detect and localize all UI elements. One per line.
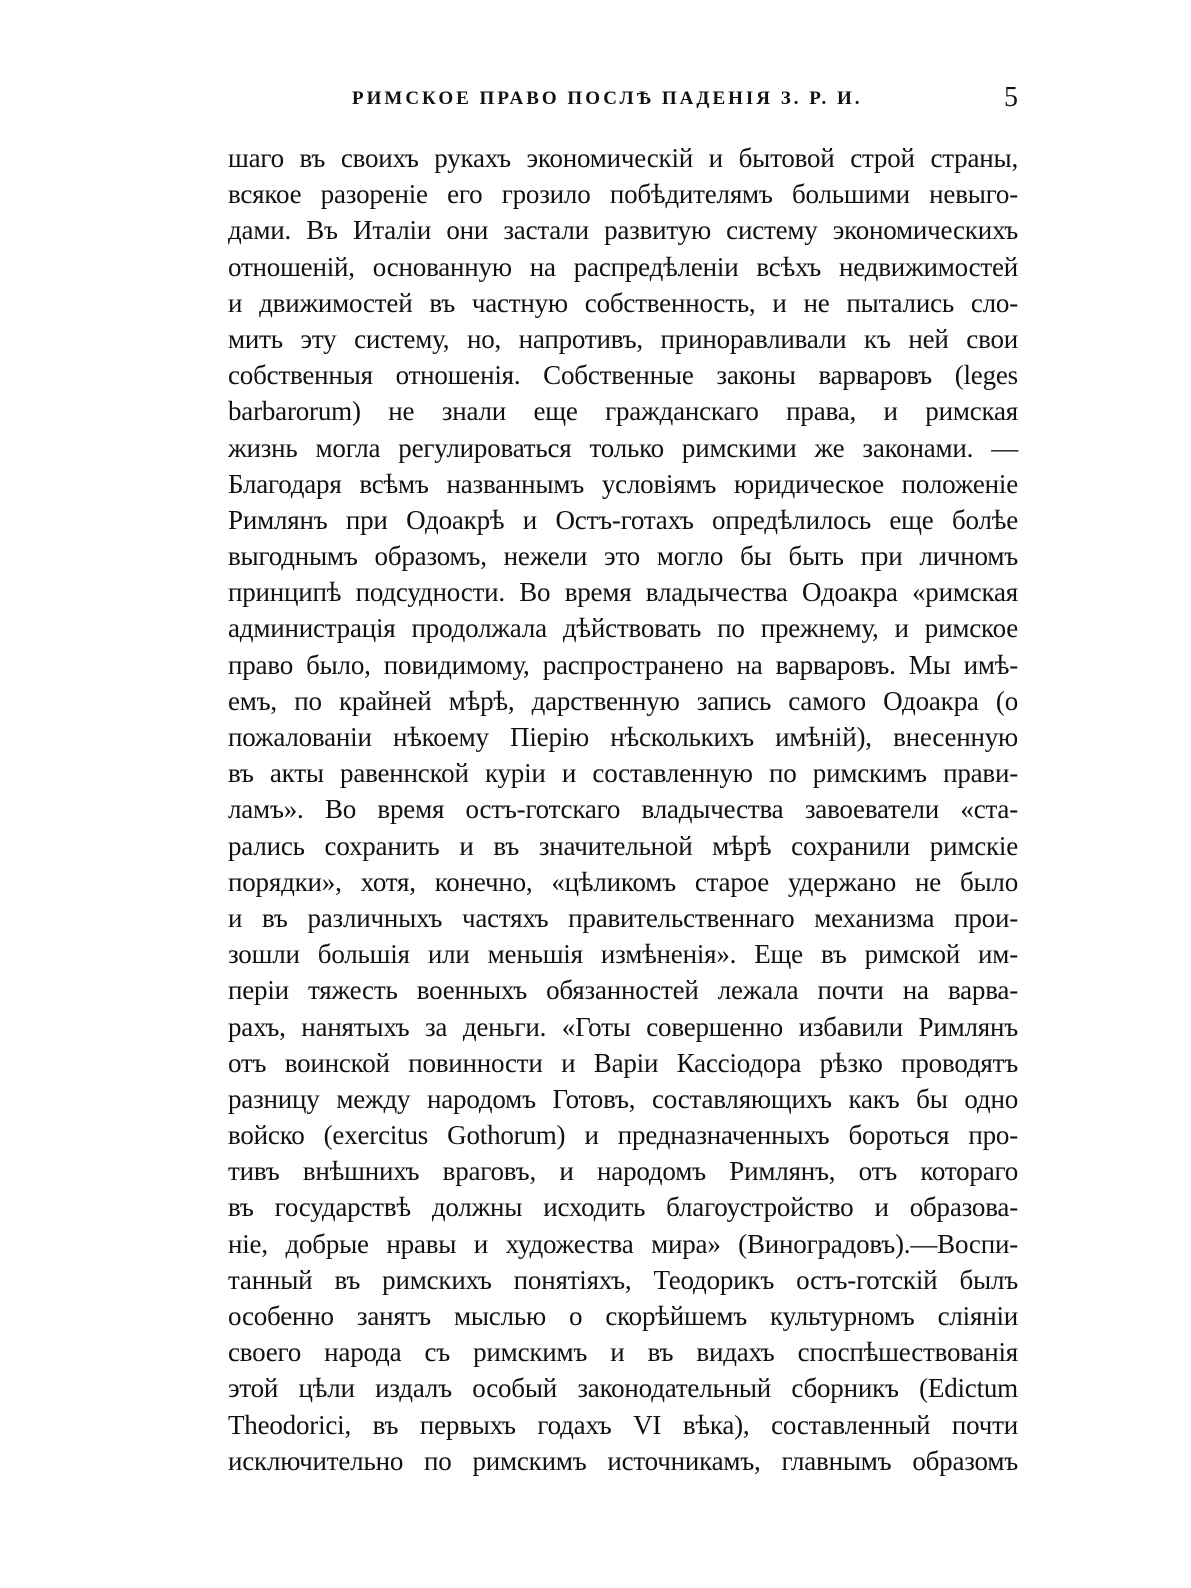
text-line: этой цѣли издалъ особый законодательный сборникъ (Edictum (228, 1373, 1018, 1404)
text-line: и въ различныхъ частяхъ правительственнаго механизма прои- (228, 902, 1018, 933)
body-text (228, 140, 1018, 1479)
text-line: своего народа съ римскимъ и въ видахъ споспѣшествованія (228, 1337, 1018, 1368)
text-line: рахъ, нанятыхъ за деньги. «Готы совершенно избавили Римлянъ (228, 1011, 1018, 1042)
text-line: принципѣ подсудности. Во время владычества Одоакра «римская (228, 577, 1018, 608)
text-line: Римлянъ при Одоакрѣ и Остъ-готахъ опредѣлилось еще болѣе (228, 504, 1018, 535)
text-line: зошли большія или меньшія измѣненія». Еще въ римской им- (228, 939, 1018, 970)
text-line: barbarorum) не знали еще гражданскаго права, и римская (228, 396, 1018, 427)
text-line: собственныя отношенія. Собственные законы варваровъ (leges (228, 360, 1018, 391)
text-line: въ акты равеннской куріи и составленную по римскимъ прави- (228, 758, 1018, 789)
text-line: администрація продолжала дѣйствовать по прежнему, и римское (228, 613, 1018, 644)
text-line: пожалованіи нѣкоему Піерію нѣсколькихъ имѣній), внесенную (228, 722, 1018, 752)
text-line: мить эту систему, но, напротивъ, приноравливали къ ней свои (228, 323, 1018, 354)
text-line: Благодаря всѣмъ названнымъ условіямъ юридическое положеніе (228, 468, 1018, 499)
text-line: особенно занятъ мыслью о скорѣйшемъ культурномъ сліяніи (228, 1301, 1018, 1331)
header-title: РИМСКОЕ ПРАВО ПОСЛѢ ПАДЕНІЯ З. Р. И. (352, 88, 863, 109)
text-line: тивъ внѣшнихъ враговъ, и народомъ Римлянъ, отъ котораго (228, 1156, 1018, 1187)
text-line: періи тяжесть военныхъ обязанностей лежала почти на варва- (228, 975, 1018, 1006)
text-line: право было, повидимому, распространено на варваровъ. Мы имѣ- (228, 649, 1018, 680)
text-line: всякое разореніе его грозило побѣдителямъ большими невыго- (228, 179, 1018, 210)
text-line: ламъ». Во время остъ-готскаго владычества завоеватели «ста- (228, 794, 1018, 825)
text-line: выгоднымъ образомъ, нежели это могло бы быть при личномъ (228, 541, 1018, 572)
text-line: и движимостей въ частную собственность, и не пытались сло- (228, 287, 1018, 318)
text-line: шаго въ своихъ рукахъ экономическій и бытовой строй страны, (228, 143, 1018, 173)
text-line: въ государствѣ должны исходить благоустройство и образова- (228, 1192, 1018, 1223)
text-line: порядки», хотя, конечно, «цѣликомъ старое удержано не было (228, 866, 1018, 897)
text-line: отношеній, основанную на распредѣленіи всѣхъ недвижимостей (228, 251, 1018, 282)
text-line: дами. Въ Италіи они застали развитую систему экономическихъ (228, 215, 1018, 246)
text-line: Theodorici, въ первыхъ годахъ VI вѣка), составленный почти (228, 1409, 1018, 1440)
text-line: исключительно по римскимъ источникамъ, главнымъ образомъ (228, 1445, 1018, 1476)
text-line: рались сохранить и въ значительной мѣрѣ сохранили римскіе (228, 830, 1018, 861)
text-line: жизнь могла регулироваться только римскими же законами. — (228, 432, 1018, 463)
text-line: емъ, по крайней мѣрѣ, дарственную запись самого Одоакра (о (228, 685, 1018, 716)
text-line: ніе, добрые нравы и художества мира» (Виноградовъ).—Воспи- (228, 1228, 1018, 1259)
running-header (228, 82, 1018, 122)
text-line: разницу между народомъ Готовъ, составляющихъ какъ бы одно (228, 1083, 1018, 1114)
page-number: 5 (1004, 82, 1018, 113)
text-line: войско (exercitus Gothorum) и предназначенныхъ бороться про- (228, 1120, 1018, 1151)
text-line: танный въ римскихъ понятіяхъ, Теодорикъ остъ-готскій былъ (228, 1264, 1018, 1295)
text-line: отъ воинской повинности и Варіи Кассіодора рѣзко проводятъ (228, 1047, 1018, 1078)
